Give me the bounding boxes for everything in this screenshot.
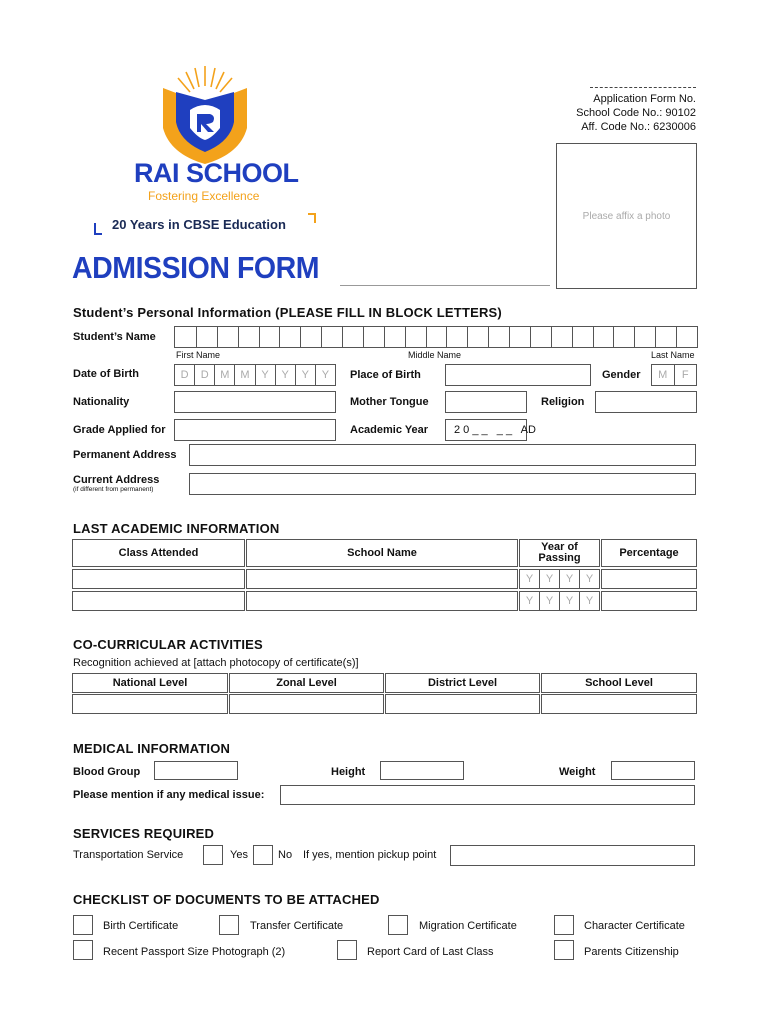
name-cell-divider [676, 327, 677, 347]
medical-issue-field[interactable] [280, 785, 695, 805]
name-cell-divider [467, 327, 468, 347]
religion-field[interactable] [595, 391, 697, 413]
col-zonal-level: Zonal Level [229, 673, 384, 693]
school-logo [100, 62, 310, 232]
academic-section-title: LAST ACADEMIC INFORMATION [73, 521, 280, 536]
place-of-birth-label: Place of Birth [350, 369, 421, 381]
permanent-address-field[interactable] [189, 444, 696, 466]
report-card-checkbox[interactable] [337, 940, 357, 960]
name-cell-divider [259, 327, 260, 347]
character-certificate-checkbox[interactable] [554, 915, 574, 935]
last-name-caption: Last Name [651, 350, 695, 360]
row1-year-cells[interactable] [519, 569, 600, 589]
birth-certificate-label: Birth Certificate [103, 920, 179, 932]
transport-no-checkbox[interactable] [253, 845, 273, 865]
char-cell[interactable]: Y [255, 364, 276, 386]
name-cell-divider [426, 327, 427, 347]
transfer-certificate-checkbox[interactable] [219, 915, 239, 935]
col-percentage: Percentage [601, 539, 697, 567]
mother-tongue-label: Mother Tongue [350, 396, 429, 408]
migration-certificate-label: Migration Certificate [419, 920, 517, 932]
medical-section-title: MEDICAL INFORMATION [73, 741, 231, 756]
cocurricular-note: Recognition achieved at [attach photocopy of certificate(s)] [73, 657, 359, 669]
gender-cells[interactable] [651, 364, 697, 386]
char-cell[interactable]: M [234, 364, 255, 386]
name-cell-divider [634, 327, 635, 347]
col-school-name: School Name [246, 539, 518, 567]
current-address-note: (if different from permanent) [73, 486, 154, 493]
current-address-label: Current Address [73, 474, 160, 486]
char-cell[interactable]: Y [559, 591, 580, 611]
parents-citizenship-checkbox[interactable] [554, 940, 574, 960]
name-cell-divider [363, 327, 364, 347]
name-cell-divider [196, 327, 197, 347]
weight-field[interactable] [611, 761, 695, 780]
col-national-level: National Level [72, 673, 228, 693]
name-cell-divider [572, 327, 573, 347]
transport-yes-label: Yes [230, 849, 248, 861]
students-name-label: Student’s Name [73, 331, 156, 343]
district-level-field[interactable] [385, 694, 540, 714]
col-school-level: School Level [541, 673, 697, 693]
middle-name-caption: Middle Name [408, 350, 462, 360]
name-cell-divider [655, 327, 656, 347]
char-cell[interactable]: D [174, 364, 195, 386]
current-address-field[interactable] [189, 473, 696, 495]
col-class-attended: Class Attended [72, 539, 245, 567]
medical-issue-label: Please mention if any medical issue: [73, 789, 265, 801]
services-section-title: SERVICES REQUIRED [73, 826, 215, 841]
blood-group-label: Blood Group [73, 766, 141, 778]
char-cell[interactable]: Y [559, 569, 580, 589]
char-cell[interactable]: Y [579, 569, 600, 589]
gender-label: Gender [602, 369, 641, 381]
academic-year-label: Academic Year [350, 424, 429, 436]
report-card-label: Report Card of Last Class [367, 946, 494, 958]
mother-tongue-field[interactable] [445, 391, 527, 413]
row2-school-field[interactable] [246, 591, 518, 611]
dob-cells[interactable] [174, 364, 336, 386]
name-cell-divider [238, 327, 239, 347]
char-cell[interactable]: Y [579, 591, 600, 611]
char-cell[interactable]: F [674, 364, 698, 386]
birth-certificate-checkbox[interactable] [73, 915, 93, 935]
pickup-point-label: If yes, mention pickup point [303, 849, 437, 861]
first-name-caption: First Name [176, 350, 221, 360]
row2-class-field[interactable] [72, 591, 245, 611]
zonal-level-field[interactable] [229, 694, 384, 714]
place-of-birth-field[interactable] [445, 364, 591, 386]
name-cell-divider [446, 327, 447, 347]
academic-year-field[interactable] [445, 419, 536, 441]
school-level-field[interactable] [541, 694, 697, 714]
permanent-address-label: Permanent Address [73, 449, 177, 461]
pickup-point-field[interactable] [450, 845, 695, 866]
parents-citizenship-label: Parents Citizenship [584, 946, 679, 958]
char-cell[interactable]: M [214, 364, 235, 386]
grade-applied-label: Grade Applied for [73, 424, 166, 436]
name-cell-divider [217, 327, 218, 347]
name-cell-divider [509, 327, 510, 347]
grade-applied-field[interactable] [174, 419, 336, 441]
transport-yes-checkbox[interactable] [203, 845, 223, 865]
transportation-label: Transportation Service [73, 849, 184, 861]
application-no-line [590, 87, 696, 88]
student-name-cells[interactable] [174, 326, 698, 348]
cocurricular-section-title: CO-CURRICULAR ACTIVITIES [73, 637, 263, 652]
photo-box[interactable] [556, 143, 697, 289]
row1-percentage-field[interactable] [601, 569, 697, 589]
row2-percentage-field[interactable] [601, 591, 697, 611]
national-level-field[interactable] [72, 694, 228, 714]
col-district-level: District Level [385, 673, 540, 693]
char-cell[interactable]: Y [539, 569, 560, 589]
character-certificate-label: Character Certificate [584, 920, 685, 932]
height-label: Height [331, 766, 366, 778]
row1-class-field[interactable] [72, 569, 245, 589]
transfer-certificate-label: Transfer Certificate [250, 920, 344, 932]
weight-label: Weight [559, 766, 596, 778]
years-banner [94, 213, 316, 235]
name-cell-divider [279, 327, 280, 347]
academic-year-value: 2 0 _ _ _ _ AD [454, 424, 536, 436]
checklist-section-title: CHECKLIST OF DOCUMENTS TO BE ATTACHED [73, 892, 380, 907]
char-cell[interactable]: Y [539, 591, 560, 611]
form-title: ADMISSION FORM [72, 250, 320, 285]
name-cell-divider [321, 327, 322, 347]
personal-section-title: Student’s Personal Information (PLEASE FILL IN BLOCK LETTERS) [73, 305, 502, 320]
transport-no-label: No [278, 849, 293, 861]
religion-label: Religion [541, 396, 585, 408]
application-form-no: Application Form No. [593, 93, 696, 105]
aff-code: Aff. Code No.: 6230006 [581, 121, 696, 133]
height-field[interactable] [380, 761, 464, 780]
char-cell[interactable]: D [194, 364, 215, 386]
char-cell[interactable]: Y [519, 569, 540, 589]
dob-label: Date of Birth [73, 368, 139, 380]
name-cell-divider [488, 327, 489, 347]
passport-photo-label: Recent Passport Size Photograph (2) [103, 946, 286, 958]
row1-school-field[interactable] [246, 569, 518, 589]
logo-tagline: Fostering Excellence [148, 189, 260, 203]
years-text: 20 Years in CBSE Education [112, 217, 286, 232]
name-cell-divider [384, 327, 385, 347]
name-cell-divider [593, 327, 594, 347]
row2-year-cells[interactable] [519, 591, 600, 611]
passport-photo-checkbox[interactable] [73, 940, 93, 960]
name-cell-divider [530, 327, 531, 347]
char-cell[interactable]: Y [295, 364, 316, 386]
title-divider [340, 285, 550, 286]
nationality-field[interactable] [174, 391, 336, 413]
name-cell-divider [551, 327, 552, 347]
nationality-label: Nationality [73, 396, 130, 408]
photo-box-hint: Please affix a photo [582, 210, 671, 222]
char-cell[interactable]: Y [275, 364, 296, 386]
char-cell[interactable]: Y [519, 591, 540, 611]
name-cell-divider [405, 327, 406, 347]
name-cell-divider [613, 327, 614, 347]
blood-group-field[interactable] [154, 761, 238, 780]
col-year-of-passing: Year of Passing [519, 539, 600, 567]
shield-logo-icon [100, 62, 310, 232]
char-cell[interactable]: M [651, 364, 675, 386]
logo-name: RAI SCHOOL [134, 158, 299, 188]
migration-certificate-checkbox[interactable] [388, 915, 408, 935]
name-cell-divider [342, 327, 343, 347]
school-code: School Code No.: 90102 [576, 107, 696, 119]
char-cell[interactable]: Y [315, 364, 336, 386]
name-cell-divider [300, 327, 301, 347]
